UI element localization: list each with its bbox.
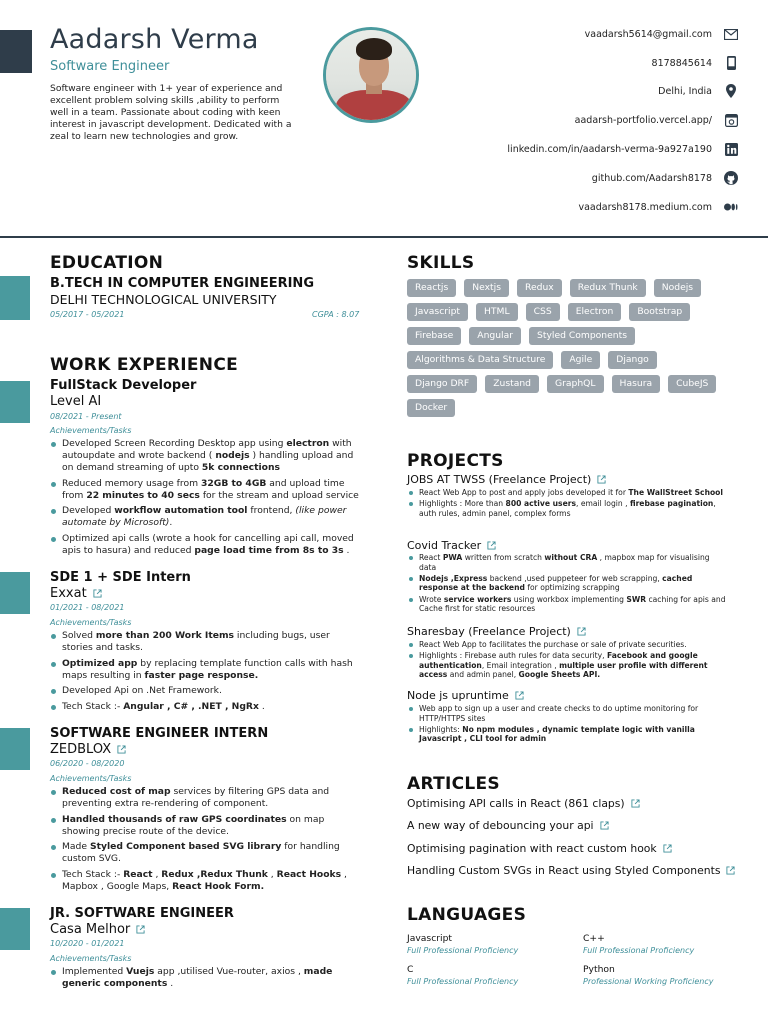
phone-icon — [724, 56, 738, 70]
skill-tag: Algorithms & Data Structure — [407, 351, 553, 369]
language-4-level: Professional Working Proficiency — [583, 977, 714, 986]
article-link-1[interactable] — [407, 797, 640, 810]
skill-tag: Styled Components — [529, 327, 635, 345]
portfolio-link-icon — [724, 113, 738, 127]
language-2-name: C++ — [583, 933, 605, 944]
external-link-icon[interactable] — [117, 745, 126, 754]
skills-heading: SKILLS — [407, 253, 475, 273]
medium-icon — [724, 200, 738, 214]
skill-tag: Hasura — [612, 375, 661, 393]
external-link-icon[interactable] — [726, 866, 735, 875]
job1-label: Achievements/Tasks — [50, 426, 132, 435]
header-divider — [0, 236, 768, 238]
contact-portfolio[interactable] — [438, 113, 738, 127]
contact-phone-text[interactable]: 8178845614 — [651, 57, 712, 69]
job4-accent-bar — [0, 908, 30, 950]
envelope-icon — [724, 27, 738, 41]
list-item: Web app to sign up a user and create checks to do uptime monitoring for HTTP/HTTPS sites — [407, 704, 727, 723]
skill-tag: Bootstrap — [629, 303, 690, 321]
job4-company-name[interactable]: Casa Melhor — [50, 922, 131, 937]
education-cgpa: CGPA : 8.07 — [312, 310, 360, 319]
external-link-icon[interactable] — [631, 799, 640, 808]
external-link-icon[interactable] — [515, 691, 524, 700]
list-item: Wrote service workers using workbox implementing SWR caching for apis and Cache first for static resources — [407, 595, 727, 614]
project1-title[interactable] — [407, 473, 606, 486]
article-link-2[interactable] — [407, 819, 609, 832]
language-3-name: C — [407, 964, 414, 975]
project3-bullets — [407, 640, 727, 682]
external-link-icon[interactable] — [597, 475, 606, 484]
skill-tag: Reactjs — [407, 279, 456, 297]
job2-company-name[interactable]: Exxat — [50, 586, 87, 601]
projects-heading: PROJECTS — [407, 451, 504, 471]
external-link-icon[interactable] — [600, 821, 609, 830]
skill-tag: HTML — [476, 303, 518, 321]
article-1-title[interactable]: Optimising API calls in React (861 claps) — [407, 797, 625, 810]
external-link-icon[interactable] — [93, 589, 102, 598]
contact-location-text: Delhi, India — [658, 85, 712, 97]
skill-tag: Django — [608, 351, 657, 369]
job2-accent-bar — [0, 572, 30, 614]
job3-role: SOFTWARE ENGINEER INTERN — [50, 726, 269, 741]
list-item: Developed workflow automation tool frontend, (like power automate by Microsoft). — [50, 505, 360, 529]
list-item: Tech Stack :- Angular , C# , .NET , NgRx . — [50, 701, 360, 713]
job1-company — [50, 394, 101, 409]
list-item: Handled thousands of raw GPS coordinates on map showing precise route of the device. — [50, 814, 360, 838]
job3-bullets — [50, 786, 360, 896]
skill-tag: Angular — [469, 327, 521, 345]
skill-tag: Docker — [407, 399, 455, 417]
job3-company[interactable] — [50, 742, 126, 757]
contact-medium[interactable] — [438, 200, 738, 214]
job4-label: Achievements/Tasks — [50, 954, 132, 963]
degree-title: B.TECH IN COMPUTER ENGINEERING — [50, 276, 314, 291]
list-item: Highlights: No npm modules , dynamic template logic with vanilla Javascript , CLI tool for admin — [407, 725, 727, 744]
job2-company[interactable] — [50, 586, 102, 601]
work-heading: WORK EXPERIENCE — [50, 355, 239, 375]
contact-location — [438, 84, 738, 98]
list-item: Optimized app by replacing template function calls with hash maps resulting in faster page response. — [50, 658, 360, 682]
project2-title-text[interactable]: Covid Tracker — [407, 539, 482, 552]
education-accent-bar — [0, 276, 30, 320]
profile-photo — [323, 27, 419, 123]
project4-title[interactable] — [407, 689, 524, 702]
list-item: React Web App to post and apply jobs developed it for The WallStreet School — [407, 488, 727, 498]
skill-tag: Javascript — [407, 303, 468, 321]
language-2-level: Full Professional Proficiency — [583, 946, 695, 955]
resume-header — [0, 0, 768, 236]
external-link-icon[interactable] — [577, 627, 586, 636]
skill-tag: Redux Thunk — [570, 279, 646, 297]
language-1-name: Javascript — [407, 933, 453, 944]
language-4-name: Python — [583, 964, 615, 975]
project3-title-text[interactable]: Sharesbay (Freelance Project) — [407, 625, 571, 638]
project2-bullets — [407, 553, 727, 615]
external-link-icon[interactable] — [487, 541, 496, 550]
contact-email[interactable] — [438, 27, 738, 41]
contact-portfolio-text[interactable]: aadarsh-portfolio.vercel.app/ — [574, 114, 712, 126]
job3-dates: 06/2020 - 08/2020 — [50, 759, 125, 768]
linkedin-icon — [724, 142, 738, 156]
article-4-title[interactable]: Handling Custom SVGs in React using Styled Components — [407, 864, 721, 877]
skill-tag: Redux — [517, 279, 562, 297]
job2-bullets — [50, 630, 360, 716]
contact-phone[interactable] — [438, 56, 738, 70]
article-2-title[interactable]: A new way of debouncing your api — [407, 819, 594, 832]
list-item: Developed Screen Recording Desktop app using electron with autoupdate and wrote backend ( nodejs ) handling upload and on demand streaming of upto 5k connections — [50, 438, 360, 474]
skill-tag: Nodejs — [654, 279, 701, 297]
list-item: Optimized api calls (wrote a hook for cancelling api call, moved apis to hasura) and reduced page load time from 8s to 3s . — [50, 533, 360, 557]
list-item: Solved more than 200 Work Items including bugs, user stories and tasks. — [50, 630, 360, 654]
skill-tag: Zustand — [485, 375, 539, 393]
list-item: React Web App to facilitates the purchase or sale of private securities. — [407, 640, 727, 650]
list-item: Nodejs ,Express backend ,used puppeteer for web scrapping, cached response at the backend for optimizing scrapping — [407, 574, 727, 593]
job4-bullets — [50, 966, 360, 994]
project1-bullets — [407, 488, 727, 520]
list-item: Implemented Vuejs app ,utilised Vue-router, axios , made generic components . — [50, 966, 360, 990]
job3-company-name[interactable]: ZEDBLOX — [50, 742, 112, 757]
list-item: Highlights : More than 800 active users, email login , firebase pagination, auth rules, admin panel, complex forms — [407, 499, 727, 518]
job2-role: SDE 1 + SDE Intern — [50, 570, 191, 585]
job-title: Software Engineer — [50, 59, 170, 74]
contact-github[interactable] — [438, 171, 738, 185]
contact-email-text[interactable]: vaadarsh5614@gmail.com — [584, 28, 712, 40]
job1-company-name: Level AI — [50, 394, 102, 409]
job3-accent-bar — [0, 728, 30, 770]
external-link-icon[interactable] — [136, 925, 145, 934]
skill-tag: CubeJS — [668, 375, 716, 393]
project4-bullets — [407, 704, 727, 746]
article-link-3[interactable] — [407, 842, 672, 855]
skill-tag: Electron — [568, 303, 622, 321]
job4-dates: 10/2020 - 01/2021 — [50, 939, 125, 948]
header-accent-block — [0, 30, 32, 73]
contact-github-text[interactable]: github.com/Aadarsh8178 — [591, 172, 712, 184]
skill-tag: Agile — [561, 351, 600, 369]
skill-tag: Nextjs — [464, 279, 509, 297]
project2-title[interactable] — [407, 539, 496, 552]
skill-tag: Django DRF — [407, 375, 477, 393]
job1-role: FullStack Developer — [50, 378, 197, 393]
language-3-level: Full Professional Proficiency — [407, 977, 519, 986]
school-name: DELHI TECHNOLOGICAL UNIVERSITY — [50, 292, 277, 307]
article-3-title[interactable]: Optimising pagination with react custom hook — [407, 842, 657, 855]
job4-role: JR. SOFTWARE ENGINEER — [50, 906, 234, 921]
language-1-level: Full Professional Proficiency — [407, 946, 519, 955]
job3-label: Achievements/Tasks — [50, 774, 132, 783]
project3-title[interactable] — [407, 625, 586, 638]
list-item: Reduced cost of map services by filtering GPS data and preventing extra re-rendering of component. — [50, 786, 360, 810]
skill-tag: GraphQL — [547, 375, 604, 393]
job2-label: Achievements/Tasks — [50, 618, 132, 627]
articles-heading: ARTICLES — [407, 774, 500, 794]
location-pin-icon — [724, 84, 738, 98]
github-icon — [724, 171, 738, 185]
project1-title-text[interactable]: JOBS AT TWSS (Freelance Project) — [407, 473, 592, 486]
external-link-icon[interactable] — [663, 844, 672, 853]
list-item: Made Styled Component based SVG library for handling custom SVG. — [50, 841, 360, 865]
job1-accent-bar — [0, 381, 30, 423]
project4-title-text[interactable]: Node js upruntime — [407, 689, 509, 702]
summary-text: Software engineer with 1+ year of experience and excellent problem solving skills ,ability to perform well in a team. Passionate about coding with keen interest in javascript development. Dedicated with a zeal to learn new technologies and grow. — [50, 83, 292, 143]
job4-company[interactable] — [50, 922, 145, 937]
languages-heading: LANGUAGES — [407, 905, 527, 925]
skill-tag: CSS — [526, 303, 560, 321]
article-link-4[interactable] — [407, 864, 735, 877]
contact-linkedin-text[interactable]: linkedin.com/in/aadarsh-verma-9a927a190 — [507, 143, 712, 155]
job1-dates: 08/2021 - Present — [50, 412, 122, 421]
list-item: Developed Api on .Net Framework. — [50, 685, 360, 697]
list-item: Tech Stack :- React , Redux ,Redux Thunk , React Hooks , Mapbox , Google Maps, React Hook Form. — [50, 869, 360, 893]
list-item: React PWA written from scratch without CRA , mapbox map for visualising data — [407, 553, 727, 572]
skill-tag: Firebase — [407, 327, 461, 345]
contact-linkedin[interactable] — [438, 142, 738, 156]
education-dates: 05/2017 - 05/2021 — [50, 310, 125, 319]
list-item: Reduced memory usage from 32GB to 4GB and upload time from 22 minutes to 40 secs for the stream and upload service — [50, 478, 360, 502]
skills-tag-list — [407, 279, 737, 423]
education-heading: EDUCATION — [50, 253, 164, 273]
job2-dates: 01/2021 - 08/2021 — [50, 603, 125, 612]
job1-bullets — [50, 438, 360, 560]
contact-medium-text[interactable]: vaadarsh8178.medium.com — [578, 201, 712, 213]
list-item: Highlights : Firebase auth rules for data security, Facebook and google authentication, Email integration , multiple user profile with different access and admin panel, Google Sheets API. — [407, 651, 727, 680]
person-name: Aadarsh Verma — [50, 24, 259, 55]
